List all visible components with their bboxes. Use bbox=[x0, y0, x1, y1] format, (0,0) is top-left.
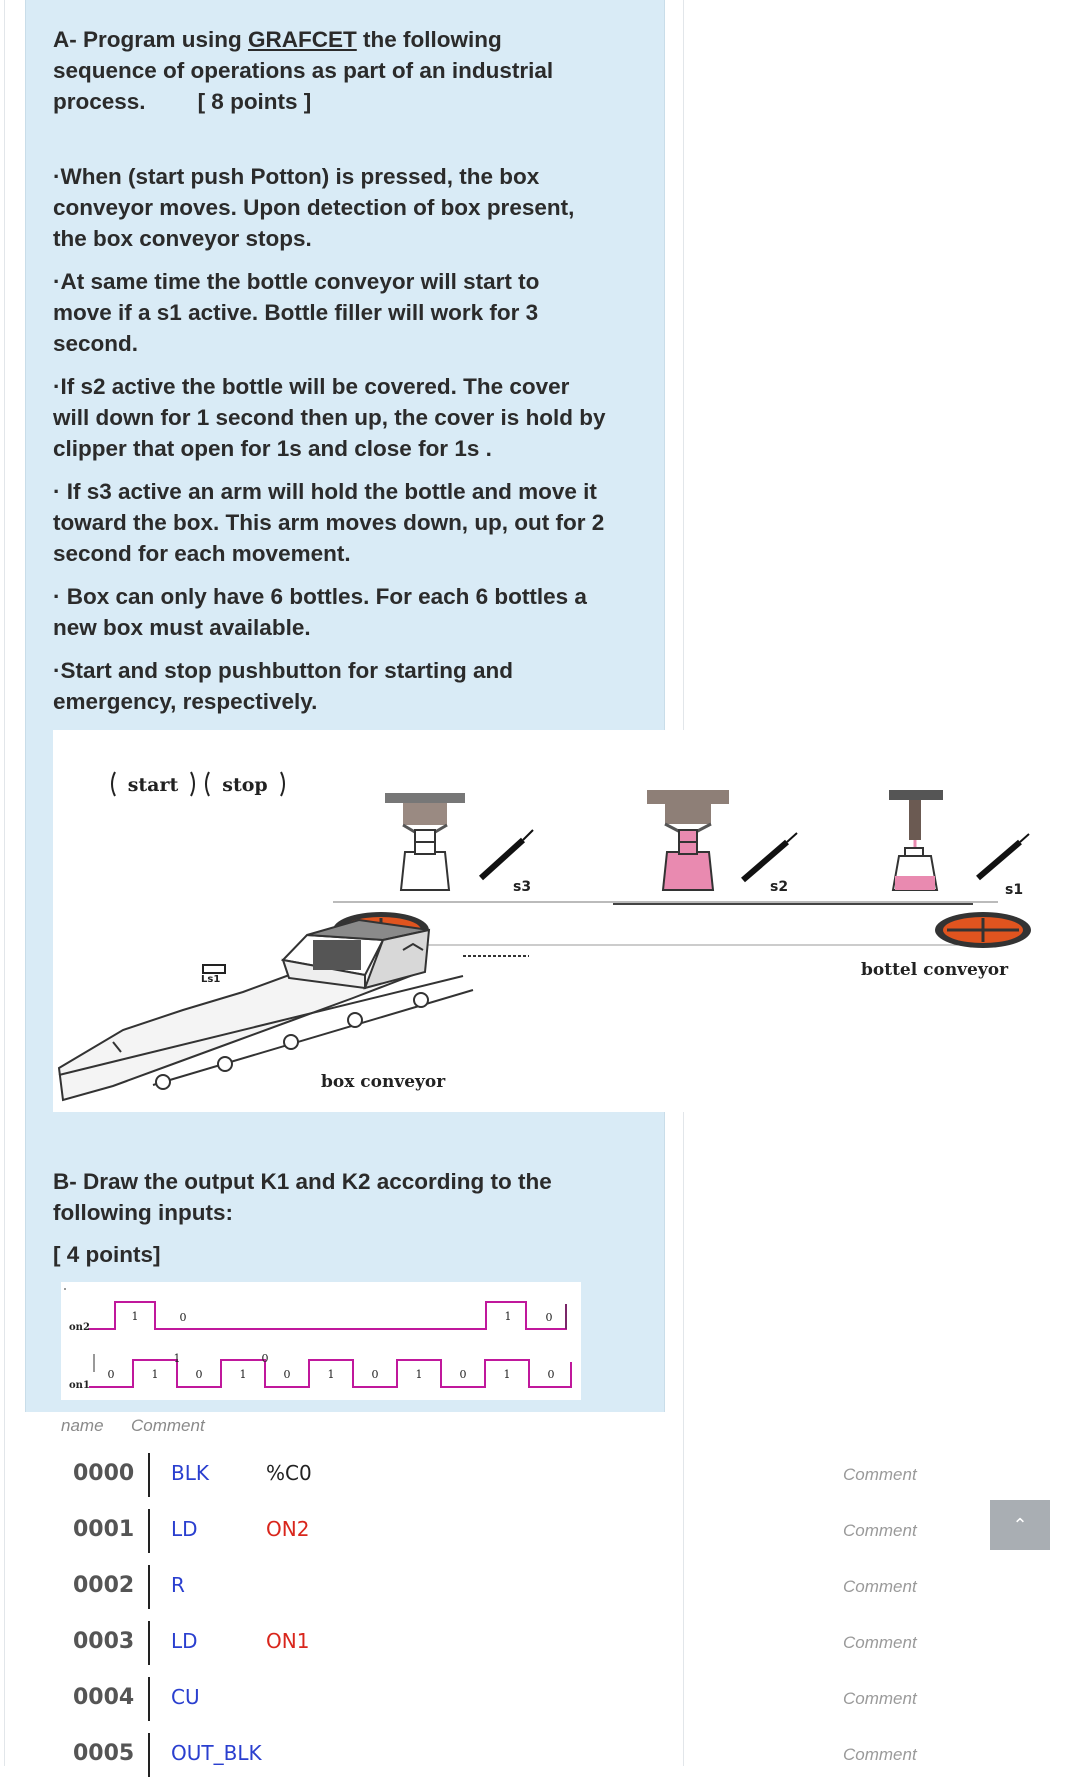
paragraph-5: · Box can only have 6 bottles. For each 6 bottles a new box must available. bbox=[53, 584, 587, 640]
on1-level-11: 0 bbox=[547, 1368, 555, 1381]
code-opcode: R bbox=[171, 1573, 185, 1597]
code-address: 0000 bbox=[73, 1461, 135, 1486]
on2-level-2: 0 bbox=[179, 1311, 187, 1324]
on1-level-2: 1 bbox=[151, 1368, 159, 1381]
code-row[interactable] bbox=[53, 1619, 1053, 1669]
on1-level-9: 0 bbox=[459, 1368, 467, 1381]
start-label: start bbox=[127, 774, 179, 796]
code-address: 0005 bbox=[73, 1741, 135, 1766]
bottle-conveyor bbox=[333, 902, 1031, 980]
code-comment[interactable]: Comment bbox=[843, 1745, 917, 1764]
row-divider bbox=[148, 1509, 150, 1553]
on1-label: on1 bbox=[69, 1380, 90, 1391]
row-divider bbox=[148, 1621, 150, 1665]
paragraph-3: ·If s2 active the bottle will be covered. The cover will down for 1 second then up, the cover is hold by clipper that open for 1s and close for 1s . bbox=[53, 374, 606, 461]
on1-level-1: 0 bbox=[107, 1368, 115, 1381]
code-row[interactable] bbox=[53, 1563, 1053, 1613]
code-row[interactable] bbox=[53, 1507, 1053, 1557]
code-opcode: LD bbox=[171, 1517, 198, 1541]
grafcet-link[interactable]: GRAFCET bbox=[248, 27, 357, 52]
part-a-points: [ 8 points ] bbox=[197, 89, 312, 114]
stop-label: stop bbox=[222, 774, 268, 796]
on1-level-13: 0 bbox=[261, 1352, 269, 1365]
input-waveform bbox=[61, 1282, 581, 1400]
cover-station bbox=[647, 790, 729, 890]
code-row[interactable] bbox=[53, 1731, 1053, 1781]
part-b-title: B- Draw the output K1 and K2 according to the following inputs: bbox=[53, 1169, 552, 1225]
code-address: 0002 bbox=[73, 1573, 135, 1598]
header-comment: Comment bbox=[131, 1416, 205, 1435]
sensor-s3 bbox=[481, 830, 533, 895]
row-divider bbox=[148, 1733, 150, 1777]
paragraph-4: · If s3 active an arm will hold the bottle and move it toward the box. This arm moves down, up, out for 2 second for each movement. bbox=[53, 479, 605, 566]
filler-station bbox=[889, 790, 943, 890]
header-name: name bbox=[61, 1416, 104, 1435]
on1-level-3: 0 bbox=[195, 1368, 203, 1381]
process-diagram bbox=[53, 730, 1053, 1112]
code-row[interactable] bbox=[53, 1675, 1053, 1725]
svg-text:s3: s3 bbox=[513, 879, 532, 895]
code-operand: ON1 bbox=[266, 1629, 310, 1653]
code-address: 0004 bbox=[73, 1685, 135, 1710]
on2-level-3: 1 bbox=[504, 1310, 512, 1323]
code-row[interactable] bbox=[53, 1451, 1053, 1501]
start-button-figure bbox=[112, 772, 194, 796]
code-comment[interactable]: Comment bbox=[843, 1521, 917, 1540]
on1-level-12: 1 bbox=[173, 1352, 181, 1365]
svg-text:s1: s1 bbox=[1005, 882, 1024, 898]
arm-station bbox=[385, 793, 465, 890]
row-divider bbox=[148, 1677, 150, 1721]
process-diagram-svg bbox=[53, 730, 1053, 1112]
code-opcode: LD bbox=[171, 1629, 198, 1653]
code-comment[interactable]: Comment bbox=[843, 1689, 917, 1708]
svg-text:bottel conveyor: bottel conveyor bbox=[861, 960, 1009, 980]
on1-level-6: 1 bbox=[327, 1368, 335, 1381]
code-opcode: BLK bbox=[171, 1461, 209, 1485]
on1-level-10: 1 bbox=[503, 1368, 511, 1381]
code-opcode: OUT_BLK bbox=[171, 1741, 262, 1765]
scroll-to-top-button[interactable] bbox=[990, 1500, 1050, 1550]
code-address: 0001 bbox=[73, 1517, 135, 1542]
on1-level-5: 0 bbox=[283, 1368, 291, 1381]
code-address: 0003 bbox=[73, 1629, 135, 1654]
paragraph-1: ·When (start push Potton) is pressed, the box conveyor moves. Upon detection of box present, the box conveyor stops. bbox=[53, 164, 575, 251]
on2-level-1: 1 bbox=[131, 1310, 139, 1323]
code-operand: %C0 bbox=[266, 1461, 312, 1485]
sensor-s2 bbox=[743, 833, 797, 895]
svg-text:box conveyor: box conveyor bbox=[321, 1072, 446, 1092]
part-b-points: [ 4 points] bbox=[53, 1242, 161, 1267]
code-comment[interactable]: Comment bbox=[843, 1633, 917, 1652]
code-opcode: CU bbox=[171, 1685, 200, 1709]
svg-text:s2: s2 bbox=[770, 879, 789, 895]
box-conveyor bbox=[59, 920, 473, 1100]
on2-label: on2 bbox=[69, 1322, 90, 1333]
code-comment[interactable]: Comment bbox=[843, 1577, 917, 1596]
waveform-svg bbox=[61, 1282, 581, 1400]
page-border-left bbox=[4, 0, 5, 1766]
code-header bbox=[61, 1416, 205, 1436]
svg-text:Ls1: Ls1 bbox=[201, 974, 221, 985]
on1-level-4: 1 bbox=[239, 1368, 247, 1381]
paragraph-6: ·Start and stop pushbutton for starting and emergency, respectively. bbox=[53, 658, 513, 714]
row-divider bbox=[148, 1565, 150, 1609]
part-a-title: A- Program using GRAFCET the following sequence of operations as part of an industrial process. [ 8 points ] bbox=[53, 27, 554, 114]
code-operand: ON2 bbox=[266, 1517, 310, 1541]
row-divider bbox=[148, 1453, 150, 1497]
code-comment[interactable]: Comment bbox=[843, 1465, 917, 1484]
chevron-up-icon: ⌃ bbox=[1012, 1515, 1028, 1535]
on1-level-8: 1 bbox=[415, 1368, 423, 1381]
sensor-s1 bbox=[978, 834, 1029, 898]
on1-level-7: 0 bbox=[371, 1368, 379, 1381]
stop-button-figure bbox=[206, 772, 284, 796]
on2-level-4: 0 bbox=[545, 1311, 553, 1324]
paragraph-2: ·At same time the bottle conveyor will start to move if a s1 active. Bottle filler will work for 3 second. bbox=[53, 269, 540, 356]
